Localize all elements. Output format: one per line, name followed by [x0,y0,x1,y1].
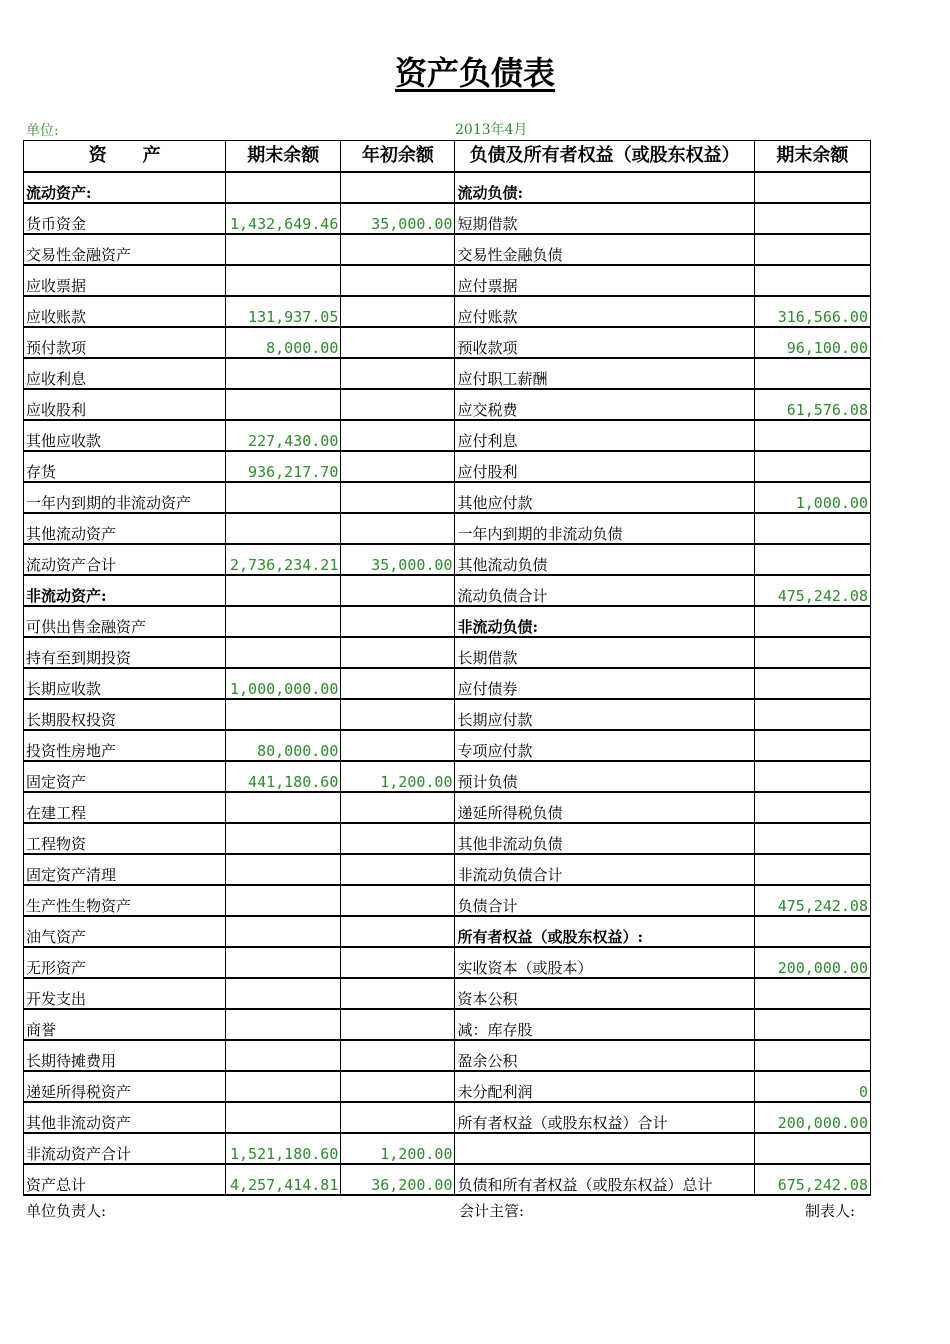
liability-name-cell: 应付职工薪酬 [455,358,754,389]
asset-ending-balance-cell [226,389,341,420]
asset-ending-balance-cell: 2,736,234.21 [226,544,341,575]
liability-ending-balance-cell: 475,242.08 [754,885,870,916]
asset-name-cell: 长期待摊费用 [24,1040,226,1071]
liability-name-cell: 实收资本（或股本） [455,947,754,978]
asset-name-cell: 其他流动资产 [24,513,226,544]
asset-ending-balance-cell [226,234,341,265]
asset-ending-balance-cell: 936,217.70 [226,451,341,482]
liability-ending-balance-cell [754,1040,870,1071]
asset-name-cell: 长期应收款 [24,668,226,699]
liability-name-cell: 应付股利 [455,451,754,482]
table-row [24,451,871,482]
asset-opening-balance-cell [341,358,455,389]
liability-ending-balance-cell [754,668,870,699]
liability-name-cell: 其他应付款 [455,482,754,513]
asset-name-cell: 在建工程 [24,792,226,823]
liability-ending-balance-cell [754,730,870,761]
table-row [24,172,871,203]
liability-name-cell: 所有者权益（或股东权益）: [455,916,754,947]
liability-ending-balance-cell [754,606,870,637]
asset-name-cell: 固定资产清理 [24,854,226,885]
asset-ending-balance-cell [226,1071,341,1102]
liability-ending-balance-cell [754,761,870,792]
liability-ending-balance-cell [754,420,870,451]
table-row [24,513,871,544]
asset-ending-balance-cell [226,1102,341,1133]
table-row [24,606,871,637]
liability-name-cell: 专项应付款 [455,730,754,761]
table-row [24,482,871,513]
liability-name-cell: 应付票据 [455,265,754,296]
table-row [24,1040,871,1071]
asset-name-cell: 开发支出 [24,978,226,1009]
asset-opening-balance-cell: 35,000.00 [341,203,455,234]
asset-ending-balance-cell [226,513,341,544]
asset-opening-balance-cell [341,265,455,296]
table-row [24,1102,871,1133]
liability-name-cell: 非流动负债合计 [455,854,754,885]
asset-name-cell: 货币资金 [24,203,226,234]
liability-ending-balance-cell [754,172,870,203]
liability-ending-balance-cell: 200,000.00 [754,947,870,978]
asset-name-cell: 其他非流动资产 [24,1102,226,1133]
table-row [24,575,871,606]
liability-ending-balance-cell [754,265,870,296]
asset-name-cell: 工程物资 [24,823,226,854]
liability-ending-balance-cell [754,823,870,854]
asset-ending-balance-cell: 4,257,414.81 [226,1164,341,1195]
asset-name-cell: 其他应收款 [24,420,226,451]
asset-ending-balance-cell [226,637,341,668]
liability-name-cell: 应付账款 [455,296,754,327]
asset-name-cell: 持有至到期投资 [24,637,226,668]
liability-ending-balance-cell [754,544,870,575]
table-row [24,637,871,668]
table-row [24,1071,871,1102]
asset-ending-balance-cell [226,482,341,513]
asset-name-cell: 存货 [24,451,226,482]
liability-name-cell [455,1133,754,1164]
asset-name-cell: 应收股利 [24,389,226,420]
liability-name-cell: 递延所得税负债 [455,792,754,823]
table-row [24,420,871,451]
liability-name-cell: 一年内到期的非流动负债 [455,513,754,544]
asset-opening-balance-cell [341,699,455,730]
table-row [24,544,871,575]
liability-name-cell: 负债合计 [455,885,754,916]
liability-ending-balance-cell [754,1009,870,1040]
page-title: 资产负债表 [394,54,555,92]
table-row [24,234,871,265]
table-row [24,327,871,358]
liability-ending-balance-cell: 200,000.00 [754,1102,870,1133]
balance-sheet-table [23,140,871,1196]
asset-opening-balance-cell: 1,200.00 [341,761,455,792]
asset-name-cell: 交易性金融资产 [24,234,226,265]
asset-name-cell: 一年内到期的非流动资产 [24,482,226,513]
asset-name-cell: 流动资产: [24,172,226,203]
asset-ending-balance-cell: 80,000.00 [226,730,341,761]
liability-name-cell: 其他非流动负债 [455,823,754,854]
liability-ending-balance-cell: 0 [754,1071,870,1102]
asset-opening-balance-cell [341,885,455,916]
asset-opening-balance-cell [341,1040,455,1071]
asset-opening-balance-cell: 35,000.00 [341,544,455,575]
asset-name-cell: 无形资产 [24,947,226,978]
asset-ending-balance-cell [226,358,341,389]
table-row [24,823,871,854]
asset-opening-balance-cell [341,1009,455,1040]
table-row [24,916,871,947]
liability-ending-balance-cell: 675,242.08 [754,1164,870,1195]
liability-ending-balance-cell: 1,000.00 [754,482,870,513]
liability-ending-balance-cell [754,854,870,885]
asset-ending-balance-cell: 1,521,180.60 [226,1133,341,1164]
asset-opening-balance-cell [341,172,455,203]
liability-ending-balance-cell [754,637,870,668]
table-row [24,296,871,327]
table-row [24,947,871,978]
asset-opening-balance-cell [341,327,455,358]
asset-opening-balance-cell [341,730,455,761]
table-row [24,1009,871,1040]
asset-opening-balance-cell [341,1071,455,1102]
liability-ending-balance-cell [754,1133,870,1164]
table-row [24,389,871,420]
asset-name-cell: 应收利息 [24,358,226,389]
footer-preparer: 制表人: [805,1202,856,1220]
liability-ending-balance-cell [754,699,870,730]
header-assets: 资 产 [24,141,226,173]
table-row [24,854,871,885]
asset-opening-balance-cell [341,637,455,668]
liability-name-cell: 应交税费 [455,389,754,420]
liability-name-cell: 交易性金融负债 [455,234,754,265]
asset-opening-balance-cell [341,668,455,699]
liability-name-cell: 盈余公积 [455,1040,754,1071]
asset-ending-balance-cell: 441,180.60 [226,761,341,792]
table-row [24,1133,871,1164]
liability-name-cell: 减：库存股 [455,1009,754,1040]
asset-opening-balance-cell [341,854,455,885]
asset-name-cell: 投资性房地产 [24,730,226,761]
unit-label: 单位: [26,123,59,139]
liability-ending-balance-cell: 96,100.00 [754,327,870,358]
liability-name-cell: 短期借款 [455,203,754,234]
table-header-row [24,141,871,173]
asset-opening-balance-cell [341,606,455,637]
liability-name-cell: 非流动负债: [455,606,754,637]
asset-ending-balance-cell [226,854,341,885]
period-label: 2013年4月 [455,122,528,138]
liability-name-cell: 资本公积 [455,978,754,1009]
asset-name-cell: 预付款项 [24,327,226,358]
liability-ending-balance-cell [754,792,870,823]
asset-ending-balance-cell [226,265,341,296]
asset-name-cell: 非流动资产合计 [24,1133,226,1164]
table-row [24,978,871,1009]
asset-opening-balance-cell [341,575,455,606]
header-liabilities-equity: 负债及所有者权益（或股东权益） [455,141,754,173]
table-row [24,1164,871,1195]
asset-ending-balance-cell [226,947,341,978]
asset-ending-balance-cell: 131,937.05 [226,296,341,327]
liability-name-cell: 应付债券 [455,668,754,699]
asset-ending-balance-cell [226,916,341,947]
asset-opening-balance-cell [341,916,455,947]
asset-name-cell: 非流动资产: [24,575,226,606]
asset-ending-balance-cell: 8,000.00 [226,327,341,358]
asset-ending-balance-cell [226,575,341,606]
asset-opening-balance-cell [341,513,455,544]
liability-name-cell: 流动负债合计 [455,575,754,606]
asset-opening-balance-cell: 36,200.00 [341,1164,455,1195]
asset-ending-balance-cell [226,823,341,854]
header-opening-balance: 年初余额 [341,141,455,173]
liability-name-cell: 负债和所有者权益（或股东权益）总计 [455,1164,754,1195]
asset-opening-balance-cell [341,420,455,451]
asset-name-cell: 固定资产 [24,761,226,792]
asset-opening-balance-cell [341,234,455,265]
liability-ending-balance-cell: 475,242.08 [754,575,870,606]
asset-ending-balance-cell [226,1040,341,1071]
asset-name-cell: 长期股权投资 [24,699,226,730]
asset-opening-balance-cell [341,823,455,854]
liability-ending-balance-cell [754,978,870,1009]
asset-ending-balance-cell: 227,430.00 [226,420,341,451]
table-row [24,885,871,916]
asset-opening-balance-cell [341,451,455,482]
asset-opening-balance-cell [341,296,455,327]
asset-ending-balance-cell [226,978,341,1009]
liability-name-cell: 所有者权益（或股东权益）合计 [455,1102,754,1133]
asset-ending-balance-cell [226,1009,341,1040]
footer-head: 单位负责人: [26,1202,107,1220]
header-ending-balance: 期末余额 [226,141,341,173]
table-row [24,203,871,234]
asset-opening-balance-cell [341,482,455,513]
liability-name-cell: 流动负债: [455,172,754,203]
table-row [24,265,871,296]
table-row [24,761,871,792]
asset-name-cell: 商誉 [24,1009,226,1040]
asset-opening-balance-cell [341,389,455,420]
table-row [24,699,871,730]
asset-opening-balance-cell [341,947,455,978]
asset-name-cell: 递延所得税资产 [24,1071,226,1102]
asset-ending-balance-cell: 1,000,000.00 [226,668,341,699]
liability-name-cell: 长期借款 [455,637,754,668]
liability-ending-balance-cell [754,203,870,234]
liability-ending-balance-cell: 316,566.00 [754,296,870,327]
asset-ending-balance-cell [226,792,341,823]
liability-ending-balance-cell [754,513,870,544]
liability-ending-balance-cell [754,358,870,389]
header-ending-balance-right: 期末余额 [754,141,870,173]
liability-name-cell: 预计负债 [455,761,754,792]
asset-name-cell: 资产总计 [24,1164,226,1195]
table-row [24,668,871,699]
table-row [24,358,871,389]
table-row [24,792,871,823]
liability-name-cell: 其他流动负债 [455,544,754,575]
asset-name-cell: 可供出售金融资产 [24,606,226,637]
asset-ending-balance-cell [226,699,341,730]
liability-name-cell: 长期应付款 [455,699,754,730]
footer-accountant: 会计主管: [459,1202,525,1220]
asset-name-cell: 流动资产合计 [24,544,226,575]
liability-name-cell: 预收款项 [455,327,754,358]
asset-name-cell: 油气资产 [24,916,226,947]
asset-name-cell: 应收票据 [24,265,226,296]
asset-opening-balance-cell: 1,200.00 [341,1133,455,1164]
liability-ending-balance-cell [754,234,870,265]
asset-ending-balance-cell [226,885,341,916]
liability-ending-balance-cell: 61,576.08 [754,389,870,420]
asset-name-cell: 应收账款 [24,296,226,327]
asset-ending-balance-cell: 1,432,649.46 [226,203,341,234]
table-row [24,730,871,761]
asset-ending-balance-cell [226,606,341,637]
liability-name-cell: 未分配利润 [455,1071,754,1102]
liability-ending-balance-cell [754,451,870,482]
asset-ending-balance-cell [226,172,341,203]
liability-name-cell: 应付利息 [455,420,754,451]
asset-opening-balance-cell [341,1102,455,1133]
asset-opening-balance-cell [341,978,455,1009]
asset-name-cell: 生产性生物资产 [24,885,226,916]
asset-opening-balance-cell [341,792,455,823]
liability-ending-balance-cell [754,916,870,947]
